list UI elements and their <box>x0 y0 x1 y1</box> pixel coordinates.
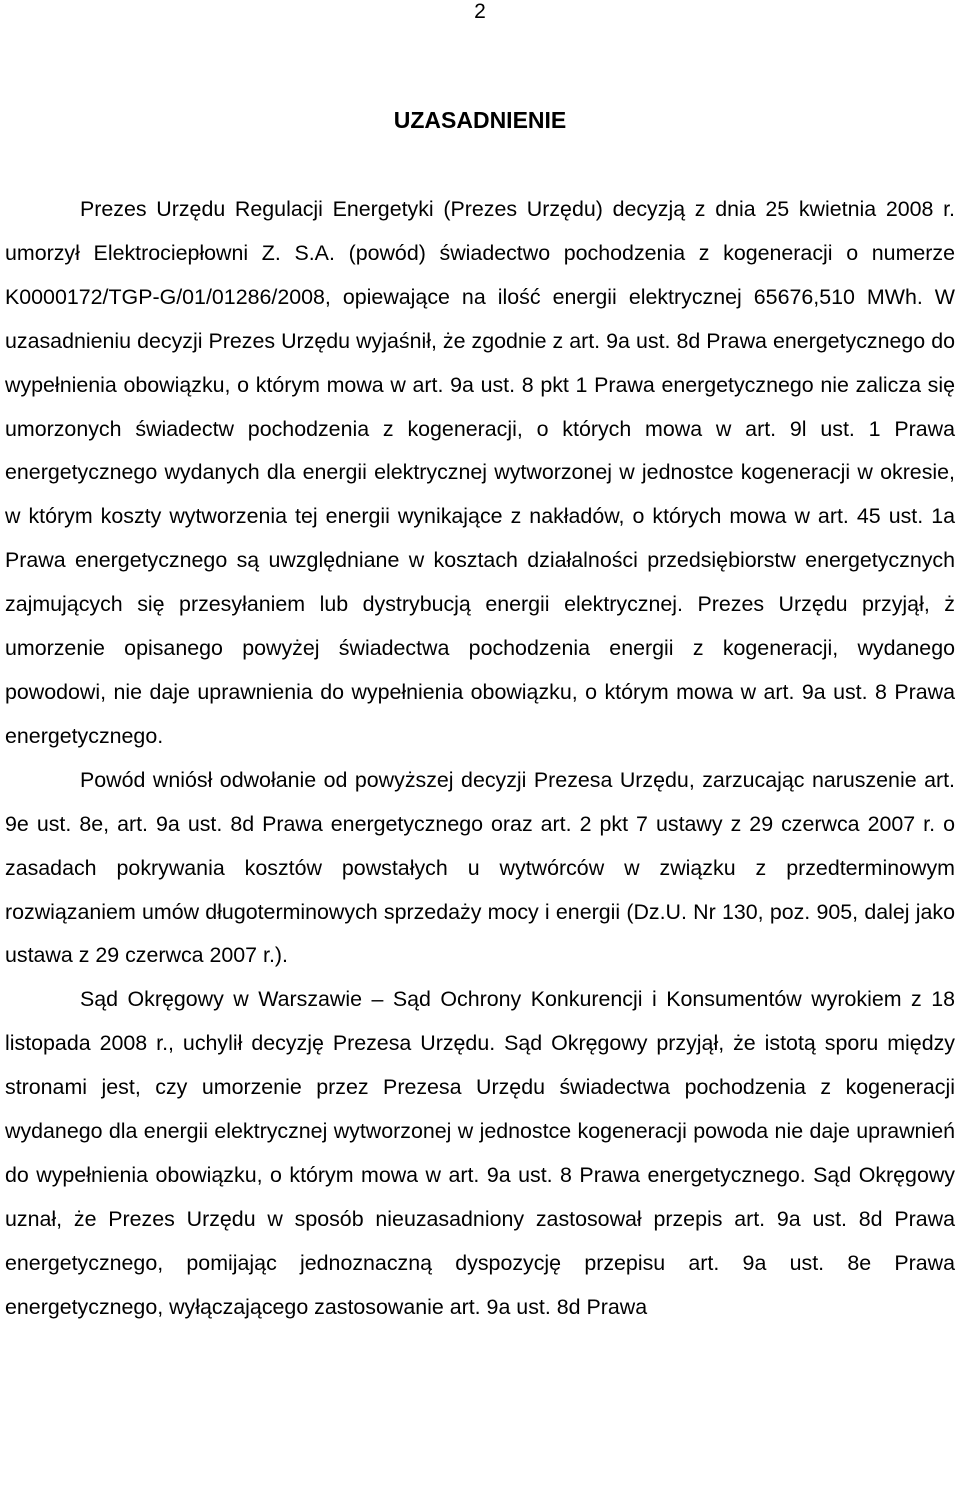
document-heading: UZASADNIENIE <box>393 107 567 133</box>
paragraph-court-ruling: Sąd Okręgowy w Warszawie – Sąd Ochrony Konkurencji i Konsumentów wyrokiem z 18 listopada 2008 r., uchylił decyzję Prezesa Urzędu. Sąd Okręgowy przyjął, że istotą sporu między stronami jest, czy umorzenie przez Prezesa Urzędu świadectwa pochodzenia z kogeneracji wydanego dla energii elektrycznej wytworzonej w jednostce kogeneracji powoda nie daje uprawnień do wypełnienia obowiązku, o którym mowa w art. 9a ust. 8 Prawa energetycznego. Sąd Okręgowy uznał, że Prezes Urzędu w sposób nieuzasadniony zastosował przepis art. 9a ust. 8d Prawa energetycznego, pomijając jednoznaczną dyspozycję przepisu art. 9a ust. 8e Prawa energetycznego, wyłączającego zastosowanie art. 9a ust. 8d Prawa <box>5 987 955 1319</box>
page-number: 2 <box>474 0 486 23</box>
document-body <box>5 188 955 1330</box>
paragraph-decision: Prezes Urzędu Regulacji Energetyki (Prezes Urzędu) decyzją z dnia 25 kwietnia 2008 r. umorzył Elektrociepłowni Z. S.A. (powód) świadectwo pochodzenia z kogeneracji o numerze K0000172/TGP-G/01/01286/2008, opiewające na ilość energii elektrycznej 65676,510 MWh. W uzasadnieniu decyzji Prezes Urzędu wyjaśnił, że zgodnie z art. 9a ust. 8d Prawa energetycznego do wypełnienia obowiązku, o którym mowa w art. 9a ust. 8 pkt 1 Prawa energetycznego nie zalicza się umorzonych świadectw pochodzenia z kogeneracji, o których mowa w art. 9l ust. 1 Prawa energetycznego wydanych dla energii elektrycznej wytworzonej w jednostce kogeneracji w okresie, w którym koszty wytworzenia tej energii wynikające z nakładów, o których mowa w art. 45 ust. 1a Prawa energetycznego są uwzględniane w kosztach działalności przedsiębiorstw energetycznych zajmujących się przesyłaniem lub dystrybucją energii elektrycznej. Prezes Urzędu przyjął, ż umorzenie opisanego powyżej świadectwa pochodzenia energii z kogeneracji, wydanego powodowi, nie daje uprawnienia do wypełnienia obowiązku, o którym mowa w art. 9a ust. 8 Prawa energetycznego. <box>5 197 955 748</box>
paragraph-appeal: Powód wniósł odwołanie od powyższej decyzji Prezesa Urzędu, zarzucając naruszenie art. 9e ust. 8e, art. 9a ust. 8d Prawa energetycznego oraz art. 2 pkt 7 ustawy z 29 czerwca 2007 r. o zasadach pokrywania kosztów powstałych u wytwórców w związku z przedterminowym rozwiązaniem umów długoterminowych sprzedaży mocy i energii (Dz.U. Nr 130, poz. 905, dalej jako ustawa z 29 czerwca 2007 r.). <box>5 767 955 968</box>
